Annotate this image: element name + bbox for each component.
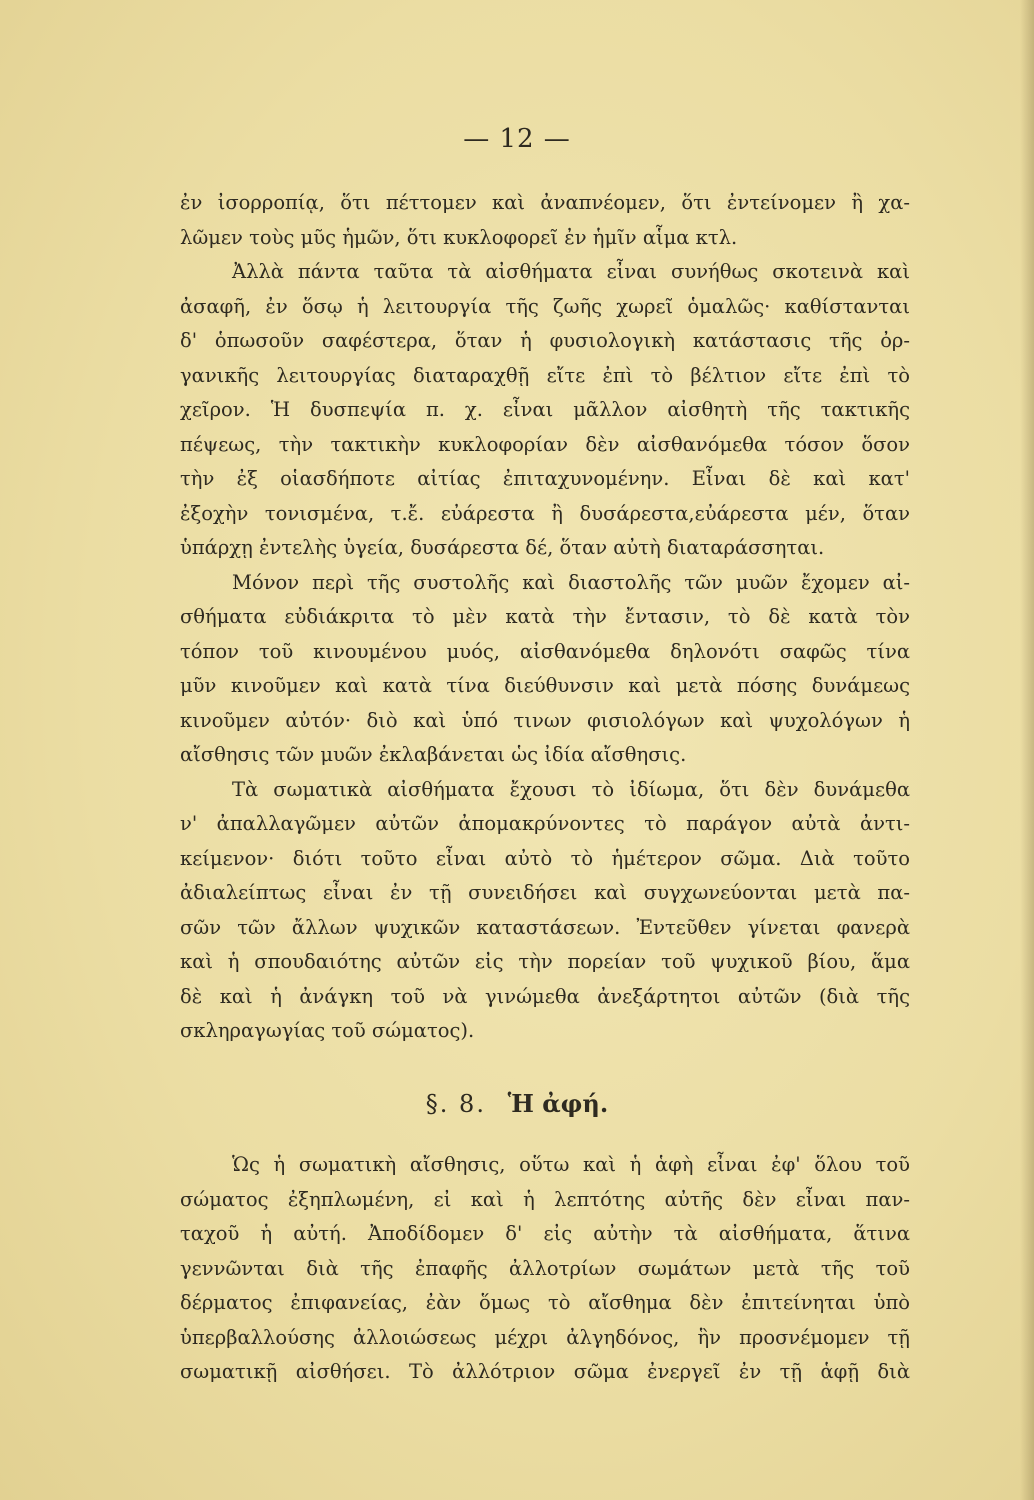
text-line: ἀσαφῆ, ἐν ὅσῳ ἡ λειτουργία τῆς ζωῆς χωρεῖ ὁμαλῶς· καθίστανται (180, 294, 910, 318)
page-number: — 12 — (463, 124, 571, 154)
section-number: §. 8. (425, 1090, 486, 1118)
page-edge-shadow (1020, 0, 1034, 1500)
section-body-text-block (180, 1148, 910, 1390)
text-line: αἴσθησις τῶν μυῶν ἐκλαβάνεται ὡς ἰδία αἴσθησις. (180, 743, 687, 766)
text-line: σῶν τῶν ἄλλων ψυχικῶν καταστάσεων. Ἐντεῦθεν γίνεται φανερὰ (180, 915, 910, 939)
text-line: τὴν ἐξ οἱασδήποτε αἰτίας ἐπιταχυνομένην. Εἶναι δὲ καὶ κατ' (180, 467, 910, 490)
text-line: γανικῆς λειτουργίας διαταραχθῇ εἴτε ἐπὶ τὸ βέλτιον εἴτε ἐπὶ τὸ (180, 363, 910, 387)
text-line: Τὰ σωματικὰ αἰσθήματα ἔχουσι τὸ ἰδίωμα, ὅτι δὲν δυνάμεθα (232, 777, 910, 801)
text-line: καὶ ἡ σπουδαιότης αὐτῶν εἰς τὴν πορείαν τοῦ ψυχικοῦ βίου, ἅμα (180, 950, 910, 973)
text-line: ν' ἀπαλλαγῶμεν αὐτῶν ἀπομακρύνοντες τὸ παράγον αὐτὰ ἀντι- (180, 812, 910, 835)
text-line: ταχοῦ ἡ αὐτή. Ἀποδίδομεν δ' εἰς αὐτὴν τὰ αἰσθήματα, ἅτινα (180, 1222, 910, 1245)
text-line: μῦν κινοῦμεν καὶ κατὰ τίνα διεύθυνσιν καὶ μετὰ πόσης δυνάμεως (180, 674, 910, 697)
text-line: ἐν ἰσορροπίᾳ, ὅτι πέττομεν καὶ ἀναπνέομεν, ὅτι ἐντείνομεν ἢ χα- (180, 191, 910, 214)
section-title: Ἡ ἀφή. (507, 1089, 609, 1118)
text-line: πέψεως, τὴν τακτικὴν κυκλοφορίαν δὲν αἰσθανόμεθα τόσον ὅσον (180, 432, 910, 456)
text-line: σκληραγωγίας τοῦ σώματος). (180, 1019, 475, 1042)
text-line: λῶμεν τοὺς μῦς ἡμῶν, ὅτι κυκλοφορεῖ ἐν ἡμῖν αἷμα κτλ. (180, 225, 738, 249)
text-line: σωματικῇ αἰσθήσει. Τὸ ἀλλότριον σῶμα ἐνεργεῖ ἐν τῇ ἁφῇ διὰ (180, 1360, 910, 1383)
text-line: χεῖρον. Ἡ δυσπεψία π. χ. εἶναι μᾶλλον αἰσθητὴ τῆς τακτικῆς (180, 398, 910, 421)
text-line: Μόνον περὶ τῆς συστολῆς καὶ διαστολῆς τῶν μυῶν ἔχομεν αἰ- (232, 570, 910, 594)
text-line: Ἀλλὰ πάντα ταῦτα τὰ αἰσθήματα εἶναι συνήθως σκοτεινὰ καὶ (232, 260, 910, 283)
text-line: δὲ καὶ ἡ ἀνάγκη τοῦ νὰ γινώμεθα ἀνεξάρτητοι αὐτῶν (διὰ τῆς (180, 984, 910, 1008)
text-line: γεννῶνται διὰ τῆς ἐπαφῆς ἀλλοτρίων σωμάτων μετὰ τῆς τοῦ (180, 1256, 910, 1280)
text-line: ἐξοχὴν τονισμένα, τ.ἔ. εὐάρεστα ἢ δυσάρεστα,εὐάρεστα μέν, ὅταν (180, 501, 910, 525)
text-line: Ὡς ἡ σωματικὴ αἴσθησις, οὕτω καὶ ἡ ἁφὴ εἶναι ἐφ' ὅλου τοῦ (232, 1153, 910, 1176)
body-text-block (180, 186, 910, 1049)
text-line: σθήματα εὐδιάκριτα τὸ μὲν κατὰ τὴν ἔντασιν, τὸ δὲ κατὰ τὸν (180, 605, 910, 628)
text-line: δ' ὁπωσοῦν σαφέστερα, ὅταν ἡ φυσιολογικὴ κατάστασις τῆς ὀρ- (180, 329, 910, 352)
text-line: σώματος ἐξηπλωμένη, εἰ καὶ ἡ λεπτότης αὐτῆς δὲν εἶναι παν- (180, 1187, 910, 1211)
text-line: ὑπάρχῃ ἐντελὴς ὑγεία, δυσάρεστα δέ, ὅταν αὐτὴ διαταράσσηται. (180, 536, 825, 559)
section-heading (0, 1084, 1034, 1124)
text-line: κείμενον· διότι τοῦτο εἶναι αὐτὸ τὸ ἡμέτερον σῶμα. Διὰ τοῦτο (180, 846, 910, 870)
text-line: τόπον τοῦ κινουμένου μυός, αἰσθανόμεθα δηλονότι σαφῶς τίνα (180, 639, 910, 663)
text-line: ἀδιαλείπτως εἶναι ἐν τῇ συνειδήσει καὶ συγχωνεύονται μετὰ πα- (180, 881, 910, 904)
text-line: κινοῦμεν αὐτόν· διὸ καὶ ὑπό τινων φισιολόγων καὶ ψυχολόγων ἡ (180, 708, 910, 732)
text-line: ὑπερβαλλούσης ἀλλοιώσεως μέχρι ἀλγηδόνος, ἣν προσνέμομεν τῇ (180, 1325, 910, 1349)
text-line: δέρματος ἐπιφανείας, ἐὰν ὅμως τὸ αἴσθημα δὲν ἐπιτείνηται ὑπὸ (180, 1291, 910, 1314)
